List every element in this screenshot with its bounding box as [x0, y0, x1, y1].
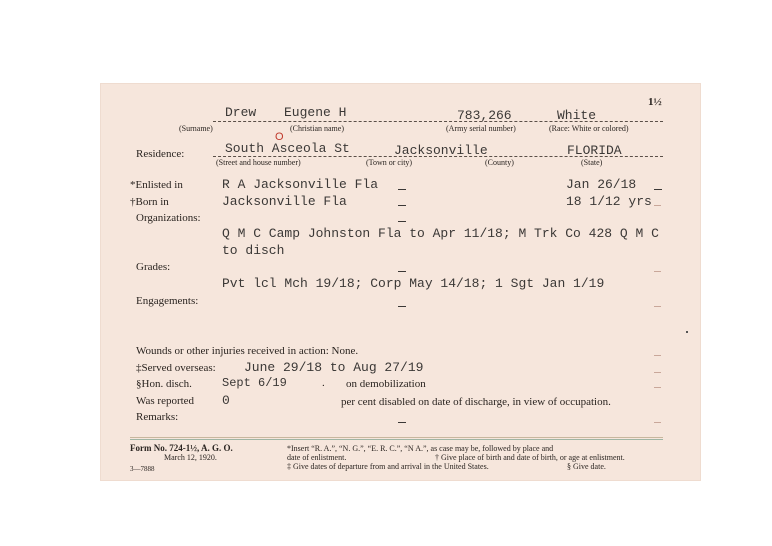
hon-disch-dot: . — [322, 377, 325, 389]
remarks-label: Remarks: — [136, 411, 179, 423]
organizations-line-1: Q M C Camp Johnston Fla to Apr 11/18; M Trk Co 428 Q M C — [222, 226, 659, 241]
dash-mark — [654, 205, 661, 206]
residence-label: Residence: — [136, 148, 185, 160]
dash-mark — [654, 422, 661, 423]
street-value: South Asceola St — [225, 141, 350, 156]
corner-number: 1½ — [648, 96, 662, 108]
form-date: March 12, 1920. — [164, 453, 217, 462]
serial-number-caption: (Army serial number) — [446, 124, 516, 133]
dash-mark — [654, 189, 662, 190]
reported-label: Was reported — [136, 395, 195, 407]
organizations-label: Organizations: — [136, 212, 201, 224]
grades-label: Grades: — [136, 261, 171, 273]
dash-mark — [398, 205, 406, 206]
city-value: Jacksonville — [394, 143, 488, 158]
handwritten-correction-mark: O — [275, 131, 284, 143]
wounds-text: Wounds or other injuries received in action: None. — [136, 345, 359, 357]
dash-mark — [398, 306, 406, 307]
form-number: Form No. 724-1½, A. G. O. — [130, 443, 233, 453]
dash-mark — [654, 355, 661, 356]
christian-name-value: Eugene H — [284, 105, 347, 120]
street-caption: (Street and house number) — [216, 158, 301, 167]
dash-mark — [654, 271, 661, 272]
dash-mark — [398, 271, 406, 272]
dash-mark — [398, 221, 406, 222]
serial-number-value: 783,266 — [457, 108, 512, 123]
served-overseas-label: ‡Served overseas: — [136, 362, 216, 374]
service-record-card — [101, 84, 700, 480]
surname-value: Drew — [225, 105, 257, 120]
engagements-label: Engagements: — [136, 295, 199, 307]
footnote-3b: § Give date. — [567, 462, 606, 471]
dash-mark — [654, 387, 661, 388]
footer-rule — [130, 437, 663, 438]
hon-disch-value: Sept 6/19 — [222, 376, 287, 390]
state-caption: (State) — [581, 158, 603, 167]
state-value: FLORIDA — [567, 143, 622, 158]
footer-rule-2 — [130, 439, 663, 440]
hon-disch-label: §Hon. disch. — [136, 378, 192, 390]
enlisted-label: *Enlisted in — [130, 179, 183, 191]
hon-disch-suffix: on demobilization — [346, 378, 426, 390]
served-overseas-value: June 29/18 to Aug 27/19 — [244, 360, 424, 375]
footnote-3: ‡ Give dates of departure from and arrival in the United States. — [287, 462, 489, 471]
dash-mark — [398, 422, 406, 423]
city-caption: (Town or city) — [366, 158, 413, 167]
header-rule — [213, 121, 663, 122]
reported-value: 0 — [222, 393, 230, 408]
scan-speck — [686, 331, 688, 333]
footnote-1: *Insert “R. A.”, “N. G.”, “E. R. C.”, “N A.”, as case may be, followed by place and — [287, 444, 554, 453]
dash-mark — [654, 372, 661, 373]
reported-suffix: per cent disabled on date of discharge, in view of occupation. — [341, 396, 611, 408]
born-value: Jacksonville Fla — [222, 194, 347, 209]
footnote-2: date of enlistment. — [287, 453, 347, 462]
enlisted-value: R A Jacksonville Fla — [222, 177, 379, 192]
county-caption: (County) — [485, 158, 514, 167]
grades-value: Pvt lcl Mch 19/18; Corp May 14/18; 1 Sgt Jan 1/19 — [222, 276, 605, 291]
organizations-line-2: to disch — [222, 243, 285, 258]
surname-caption: (Surname) — [179, 124, 213, 133]
born-label: †Born in — [130, 196, 169, 208]
form-code: 3—7888 — [130, 465, 155, 473]
footnote-2b: † Give place of birth and date of birth, or age at enlistment. — [435, 453, 625, 462]
residence-rule — [213, 156, 663, 157]
age-value: 18 1/12 yrs — [566, 194, 652, 209]
dash-mark — [398, 189, 406, 190]
dash-mark — [654, 306, 661, 307]
race-value: White — [557, 108, 597, 123]
christian-name-caption: (Christian name) — [290, 124, 344, 133]
race-caption: (Race: White or colored) — [549, 124, 629, 133]
enlisted-date: Jan 26/18 — [566, 177, 637, 192]
